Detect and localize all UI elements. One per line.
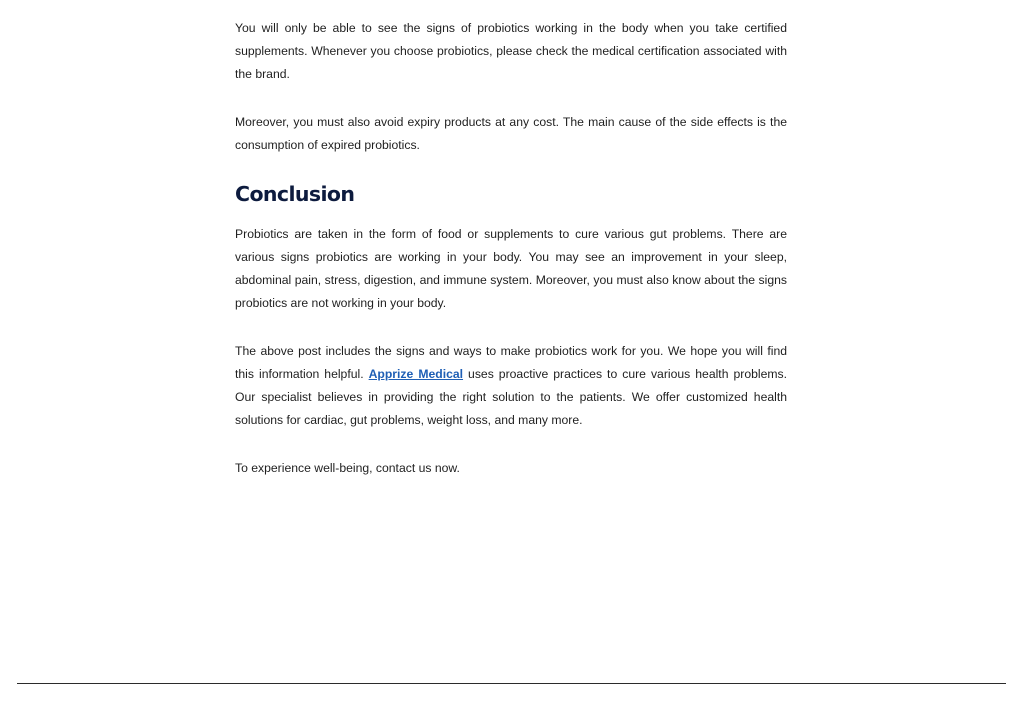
paragraph-contact-us: To experience well-being, contact us now. (235, 461, 460, 475)
paragraph-apprize-medical (235, 340, 787, 432)
apprize-medical-link[interactable]: Apprize Medical (368, 367, 464, 381)
paragraph-certified-supplements: You will only be able to see the signs of probiotics working in the body when you take certified supplements. Whenever you choose probiotics, please check the medical certification associated with the brand. (235, 21, 787, 81)
paragraph-text-after-link: uses proactive practices to cure various health problems. Our specialist believes in providing the right solution to the patients. We offer customized health solutions for cardiac, gut problems, weight loss, and many more. (235, 367, 788, 427)
paragraph-conclusion-summary: Probiotics are taken in the form of food or supplements to cure various gut problems. There are various signs probiotics are working in your body. You may see an improvement in your sleep, abdominal pain, stress, digestion, and immune system. Moreover, you must also know about the signs probiotics are not working in your body. (235, 227, 787, 310)
footer-divider (17, 683, 1006, 684)
section-heading-conclusion: Conclusion (235, 182, 355, 206)
article-body (235, 17, 787, 480)
paragraph-expiry-products: Moreover, you must also avoid expiry products at any cost. The main cause of the side effects is the consumption of expired probiotics. (235, 115, 787, 152)
paragraph-text-before-link: The above post includes the signs and ways to make probiotics work for you. We hope you will find this information helpful. (235, 344, 787, 381)
